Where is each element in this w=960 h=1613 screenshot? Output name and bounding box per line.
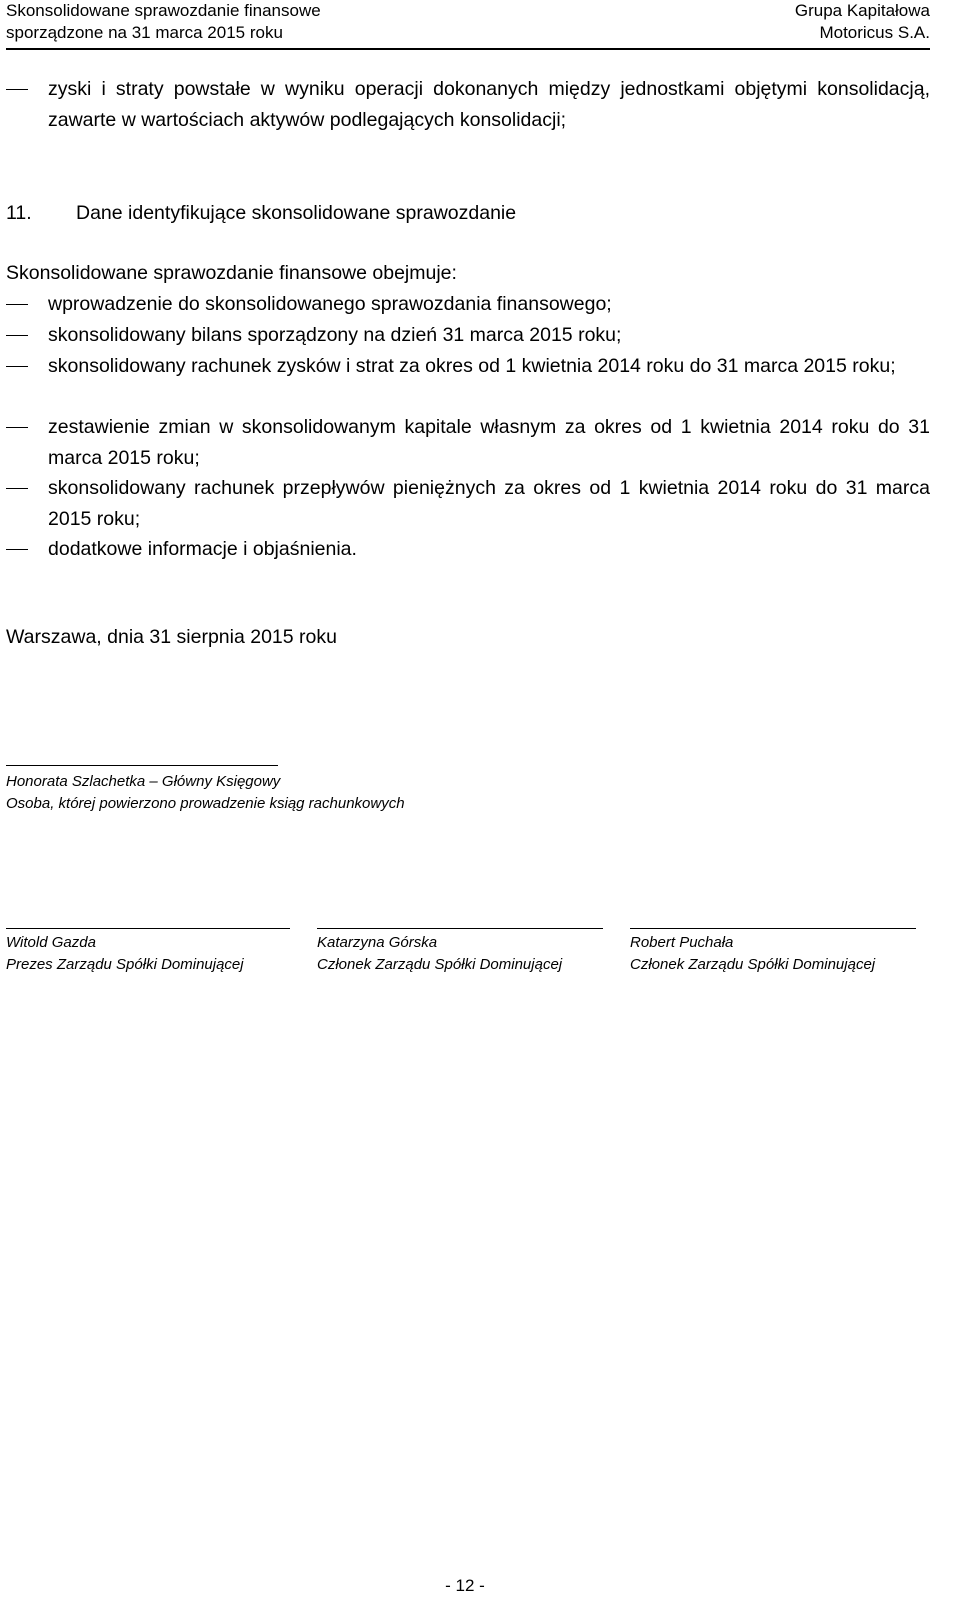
board-member-role: Członek Zarządu Spółki Dominującej	[317, 956, 563, 973]
signature-line	[630, 928, 916, 929]
section-heading	[6, 198, 516, 229]
header-divider	[6, 48, 930, 50]
board-member-name: Robert Puchała	[630, 934, 734, 951]
signature-line	[6, 928, 290, 929]
accountant-role: Osoba, której powierzono prowadzenie ksiąg rachunkowych	[6, 795, 405, 812]
list-item-text: zestawienie zmian w skonsolidowanym kapitale własnym za okres od 1 kwietnia 2014 roku do 31 marca 2015 roku;	[48, 416, 930, 469]
list-item-text: dodatkowe informacje i objaśnienia.	[48, 538, 357, 560]
accountant-name: Honorata Szlachetka – Główny Księgowy	[6, 773, 281, 790]
board-member-name: Witold Gazda	[6, 934, 96, 951]
accountant-signature-block	[6, 771, 405, 815]
board-signature-block	[630, 932, 875, 976]
signature-line	[317, 928, 603, 929]
dash-bullet-icon	[6, 335, 28, 336]
board-member-role: Członek Zarządu Spółki Dominującej	[630, 956, 876, 973]
section-number: 11.	[6, 202, 32, 224]
header-group-name: Grupa Kapitałowa	[794, 1, 930, 20]
list-item	[0, 320, 930, 351]
board-member-role: Prezes Zarządu Spółki Dominującej	[6, 956, 244, 973]
dash-bullet-icon	[6, 89, 28, 90]
header-right	[795, 0, 930, 44]
header-company-name: Motoricus S.A.	[819, 23, 930, 42]
list-item	[0, 351, 930, 382]
dash-bullet-icon	[6, 488, 28, 489]
list-item	[0, 74, 930, 136]
dash-bullet-icon	[6, 427, 28, 428]
board-member-name: Katarzyna Górska	[317, 934, 438, 951]
place-date: Warszawa, dnia 31 sierpnia 2015 roku	[6, 626, 337, 648]
board-signature-block	[6, 932, 244, 976]
header-left	[6, 0, 321, 44]
list-item-text: skonsolidowany rachunek przepływów pieniężnych za okres od 1 kwietnia 2014 roku do 31 marca 2015 roku;	[48, 477, 930, 530]
dash-bullet-icon	[6, 304, 28, 305]
list-item-text: wprowadzenie do skonsolidowanego sprawozdania finansowego;	[48, 293, 612, 315]
list-item-text: skonsolidowany bilans sporządzony na dzień 31 marca 2015 roku;	[48, 324, 622, 346]
list-item	[0, 289, 930, 320]
header-doc-title: Skonsolidowane sprawozdanie finansowe	[6, 1, 321, 20]
list-item-text: zyski i straty powstałe w wyniku operacji dokonanych między jednostkami objętymi konsolidacją, zawarte w wartościach aktywów podlegających konsolidacji;	[48, 78, 930, 131]
header-doc-date: sporządzone na 31 marca 2015 roku	[6, 23, 283, 42]
list-item-text: skonsolidowany rachunek zysków i strat za okres od 1 kwietnia 2014 roku do 31 marca 2015 roku;	[48, 355, 896, 377]
signature-line	[6, 765, 278, 766]
list-item	[0, 412, 930, 474]
dash-bullet-icon	[6, 366, 28, 367]
board-signature-block	[317, 932, 562, 976]
section-intro: Skonsolidowane sprawozdanie finansowe obejmuje:	[6, 262, 457, 284]
list-item	[0, 473, 930, 535]
section-title: Dane identyfikujące skonsolidowane sprawozdanie	[76, 202, 517, 224]
page-number: - 12 -	[445, 1576, 485, 1595]
list-item	[0, 534, 930, 565]
dash-bullet-icon	[6, 549, 28, 550]
